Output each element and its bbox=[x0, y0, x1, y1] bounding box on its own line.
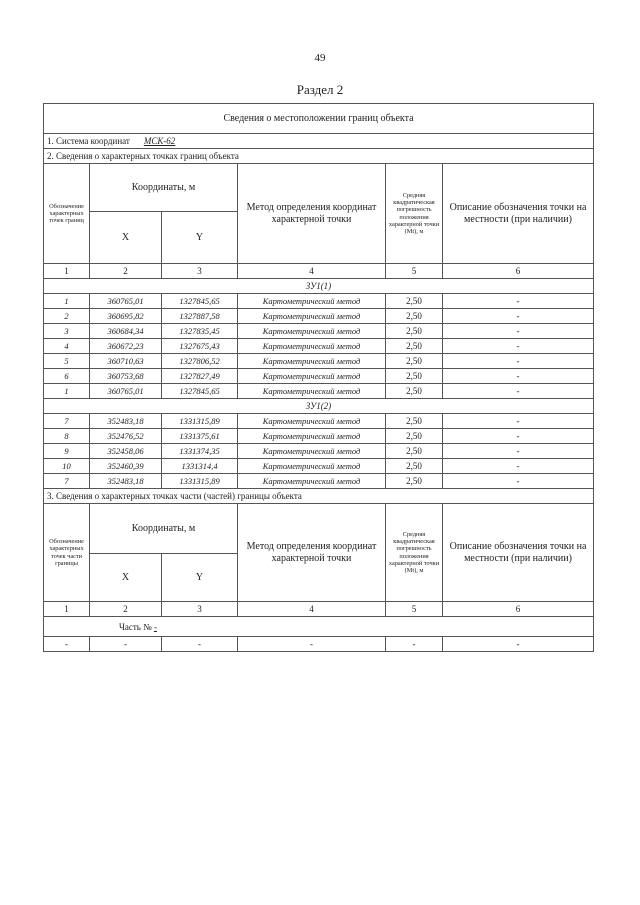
column-number: 6 bbox=[443, 264, 594, 279]
section-title: Раздел 2 bbox=[296, 82, 344, 97]
cell-x: 360765,01 bbox=[90, 384, 162, 399]
table-row bbox=[44, 474, 594, 489]
cell-precision: 2,50 bbox=[386, 384, 443, 399]
cell-point: 7 bbox=[44, 414, 90, 429]
cell-y: 1331374,35 bbox=[162, 444, 238, 459]
cell-y: 1331314,4 bbox=[162, 459, 238, 474]
parts-table bbox=[43, 488, 594, 652]
section3-title: 3. Сведения о характерных точках части (частей) границы объекта bbox=[44, 489, 594, 504]
cell-y: 1327675,43 bbox=[162, 339, 238, 354]
cell-point: 6 bbox=[44, 369, 90, 384]
cell-point: 3 bbox=[44, 324, 90, 339]
cell-method: Картометрический метод bbox=[238, 384, 386, 399]
part-cell: - bbox=[443, 637, 594, 652]
cell-method: Картометрический метод bbox=[238, 309, 386, 324]
cell-method: Картометрический метод bbox=[238, 339, 386, 354]
cell-x: 360684,34 bbox=[90, 324, 162, 339]
cell-point: 1 bbox=[44, 384, 90, 399]
part-data-row bbox=[44, 637, 594, 652]
cell-x: 352458,06 bbox=[90, 444, 162, 459]
cell-x: 360672,23 bbox=[90, 339, 162, 354]
header-point: Обозначение характерных точек границ bbox=[44, 164, 90, 264]
cell-precision: 2,50 bbox=[386, 309, 443, 324]
header-method: Метод определения координат характерной точки bbox=[238, 164, 386, 264]
cell-x: 360710,63 bbox=[90, 354, 162, 369]
column-number: 2 bbox=[90, 264, 162, 279]
cell-point: 2 bbox=[44, 309, 90, 324]
header3-coords: Координаты, м bbox=[90, 504, 238, 554]
column-number: 5 bbox=[386, 602, 443, 617]
table-title: Сведения о местоположении границ объекта bbox=[44, 104, 594, 134]
cell-precision: 2,50 bbox=[386, 444, 443, 459]
cell-description: - bbox=[443, 369, 594, 384]
cell-point: 4 bbox=[44, 339, 90, 354]
cell-description: - bbox=[443, 429, 594, 444]
part-cell: - bbox=[162, 637, 238, 652]
part-label: Часть № bbox=[119, 621, 152, 632]
header3-row bbox=[44, 504, 594, 554]
cell-description: - bbox=[443, 324, 594, 339]
column-number: 5 bbox=[386, 264, 443, 279]
header-y: Y bbox=[162, 212, 238, 264]
cell-method: Картометрический метод bbox=[238, 444, 386, 459]
coord-system bbox=[44, 134, 594, 149]
cell-description: - bbox=[443, 339, 594, 354]
header-precision: Средняя квадратическая погрешность положения характерной точки (Mt), м bbox=[386, 164, 443, 264]
cell-method: Картометрический метод bbox=[238, 459, 386, 474]
header3-point: Обозначение характерных точек части границы bbox=[44, 504, 90, 602]
column-number: 6 bbox=[443, 602, 594, 617]
column-number: 1 bbox=[44, 602, 90, 617]
cell-description: - bbox=[443, 294, 594, 309]
cell-precision: 2,50 bbox=[386, 369, 443, 384]
cell-x: 352476,52 bbox=[90, 429, 162, 444]
table-row bbox=[44, 369, 594, 384]
coord-system-row bbox=[44, 134, 594, 149]
part-cell: - bbox=[44, 637, 90, 652]
cell-precision: 2,50 bbox=[386, 294, 443, 309]
header3-x: X bbox=[90, 554, 162, 602]
page-number: 49 bbox=[314, 52, 326, 64]
cell-y: 1327845,65 bbox=[162, 294, 238, 309]
cell-description: - bbox=[443, 444, 594, 459]
column-numbers-row bbox=[44, 264, 594, 279]
cell-y: 1327845,65 bbox=[162, 384, 238, 399]
cell-method: Картометрический метод bbox=[238, 294, 386, 309]
column-number: 4 bbox=[238, 602, 386, 617]
cell-method: Картометрический метод bbox=[238, 474, 386, 489]
cell-y: 1327827,49 bbox=[162, 369, 238, 384]
cell-point: 1 bbox=[44, 294, 90, 309]
part-label-cell bbox=[44, 617, 594, 637]
table-title-row bbox=[44, 104, 594, 134]
cell-y: 1331375,61 bbox=[162, 429, 238, 444]
cell-method: Картометрический метод bbox=[238, 429, 386, 444]
cell-precision: 2,50 bbox=[386, 324, 443, 339]
group-name: ЗУ1(2) bbox=[44, 399, 594, 414]
table-row bbox=[44, 444, 594, 459]
section2-title-row bbox=[44, 149, 594, 164]
column-number: 1 bbox=[44, 264, 90, 279]
group-header-row bbox=[44, 279, 594, 294]
cell-description: - bbox=[443, 414, 594, 429]
section3-title-row bbox=[44, 489, 594, 504]
cell-y: 1327806,52 bbox=[162, 354, 238, 369]
cell-method: Картометрический метод bbox=[238, 414, 386, 429]
cell-point: 10 bbox=[44, 459, 90, 474]
cell-method: Картометрический метод bbox=[238, 354, 386, 369]
cell-precision: 2,50 bbox=[386, 339, 443, 354]
cell-y: 1327887,58 bbox=[162, 309, 238, 324]
header-x: X bbox=[90, 212, 162, 264]
header3-description: Описание обозначения точки на местности (при наличии) bbox=[443, 504, 594, 602]
column-number: 2 bbox=[90, 602, 162, 617]
cell-y: 1331315,89 bbox=[162, 414, 238, 429]
part-cell: - bbox=[238, 637, 386, 652]
cell-y: 1327835,45 bbox=[162, 324, 238, 339]
cell-point: 9 bbox=[44, 444, 90, 459]
header-row bbox=[44, 164, 594, 212]
table-row bbox=[44, 309, 594, 324]
cell-point: 8 bbox=[44, 429, 90, 444]
cell-y: 1331315,89 bbox=[162, 474, 238, 489]
cell-x: 360695,82 bbox=[90, 309, 162, 324]
cell-x: 352483,18 bbox=[90, 414, 162, 429]
part-cell: - bbox=[90, 637, 162, 652]
section2-title: 2. Сведения о характерных точках границ объекта bbox=[44, 149, 594, 164]
cell-description: - bbox=[443, 384, 594, 399]
header3-method: Метод определения координат характерной точки bbox=[238, 504, 386, 602]
header-description: Описание обозначения точки на местности (при наличии) bbox=[443, 164, 594, 264]
coord-system-value: МСК-62 bbox=[143, 136, 176, 146]
cell-point: 7 bbox=[44, 474, 90, 489]
table-row bbox=[44, 324, 594, 339]
cell-precision: 2,50 bbox=[386, 459, 443, 474]
cell-description: - bbox=[443, 354, 594, 369]
group-name: ЗУ1(1) bbox=[44, 279, 594, 294]
header-coords: Координаты, м bbox=[90, 164, 238, 212]
cell-x: 360765,01 bbox=[90, 294, 162, 309]
column-number: 3 bbox=[162, 602, 238, 617]
group-header-row bbox=[44, 399, 594, 414]
coord-system-label: 1. Система координат bbox=[47, 136, 130, 146]
cell-precision: 2,50 bbox=[386, 429, 443, 444]
cell-description: - bbox=[443, 309, 594, 324]
cell-method: Картометрический метод bbox=[238, 369, 386, 384]
cell-method: Картометрический метод bbox=[238, 324, 386, 339]
header3-y: Y bbox=[162, 554, 238, 602]
cell-x: 352460,39 bbox=[90, 459, 162, 474]
table-row bbox=[44, 429, 594, 444]
column-number: 4 bbox=[238, 264, 386, 279]
cell-x: 352483,18 bbox=[90, 474, 162, 489]
table-row bbox=[44, 294, 594, 309]
table-row bbox=[44, 459, 594, 474]
cell-precision: 2,50 bbox=[386, 474, 443, 489]
boundary-table bbox=[43, 103, 594, 489]
table-row bbox=[44, 354, 594, 369]
header3-precision: Средняя квадратическая погрешность положения характерной точки (Mt), м bbox=[386, 504, 443, 602]
cell-point: 5 bbox=[44, 354, 90, 369]
table-row bbox=[44, 414, 594, 429]
cell-x: 360753,68 bbox=[90, 369, 162, 384]
table-row bbox=[44, 384, 594, 399]
boundary-sheet bbox=[43, 103, 593, 652]
part-cell: - bbox=[386, 637, 443, 652]
table-row bbox=[44, 339, 594, 354]
part-row bbox=[44, 617, 594, 637]
cell-description: - bbox=[443, 474, 594, 489]
cell-description: - bbox=[443, 459, 594, 474]
column-numbers3-row bbox=[44, 602, 594, 617]
column-number: 3 bbox=[162, 264, 238, 279]
part-value: - bbox=[153, 621, 157, 632]
cell-precision: 2,50 bbox=[386, 414, 443, 429]
cell-precision: 2,50 bbox=[386, 354, 443, 369]
